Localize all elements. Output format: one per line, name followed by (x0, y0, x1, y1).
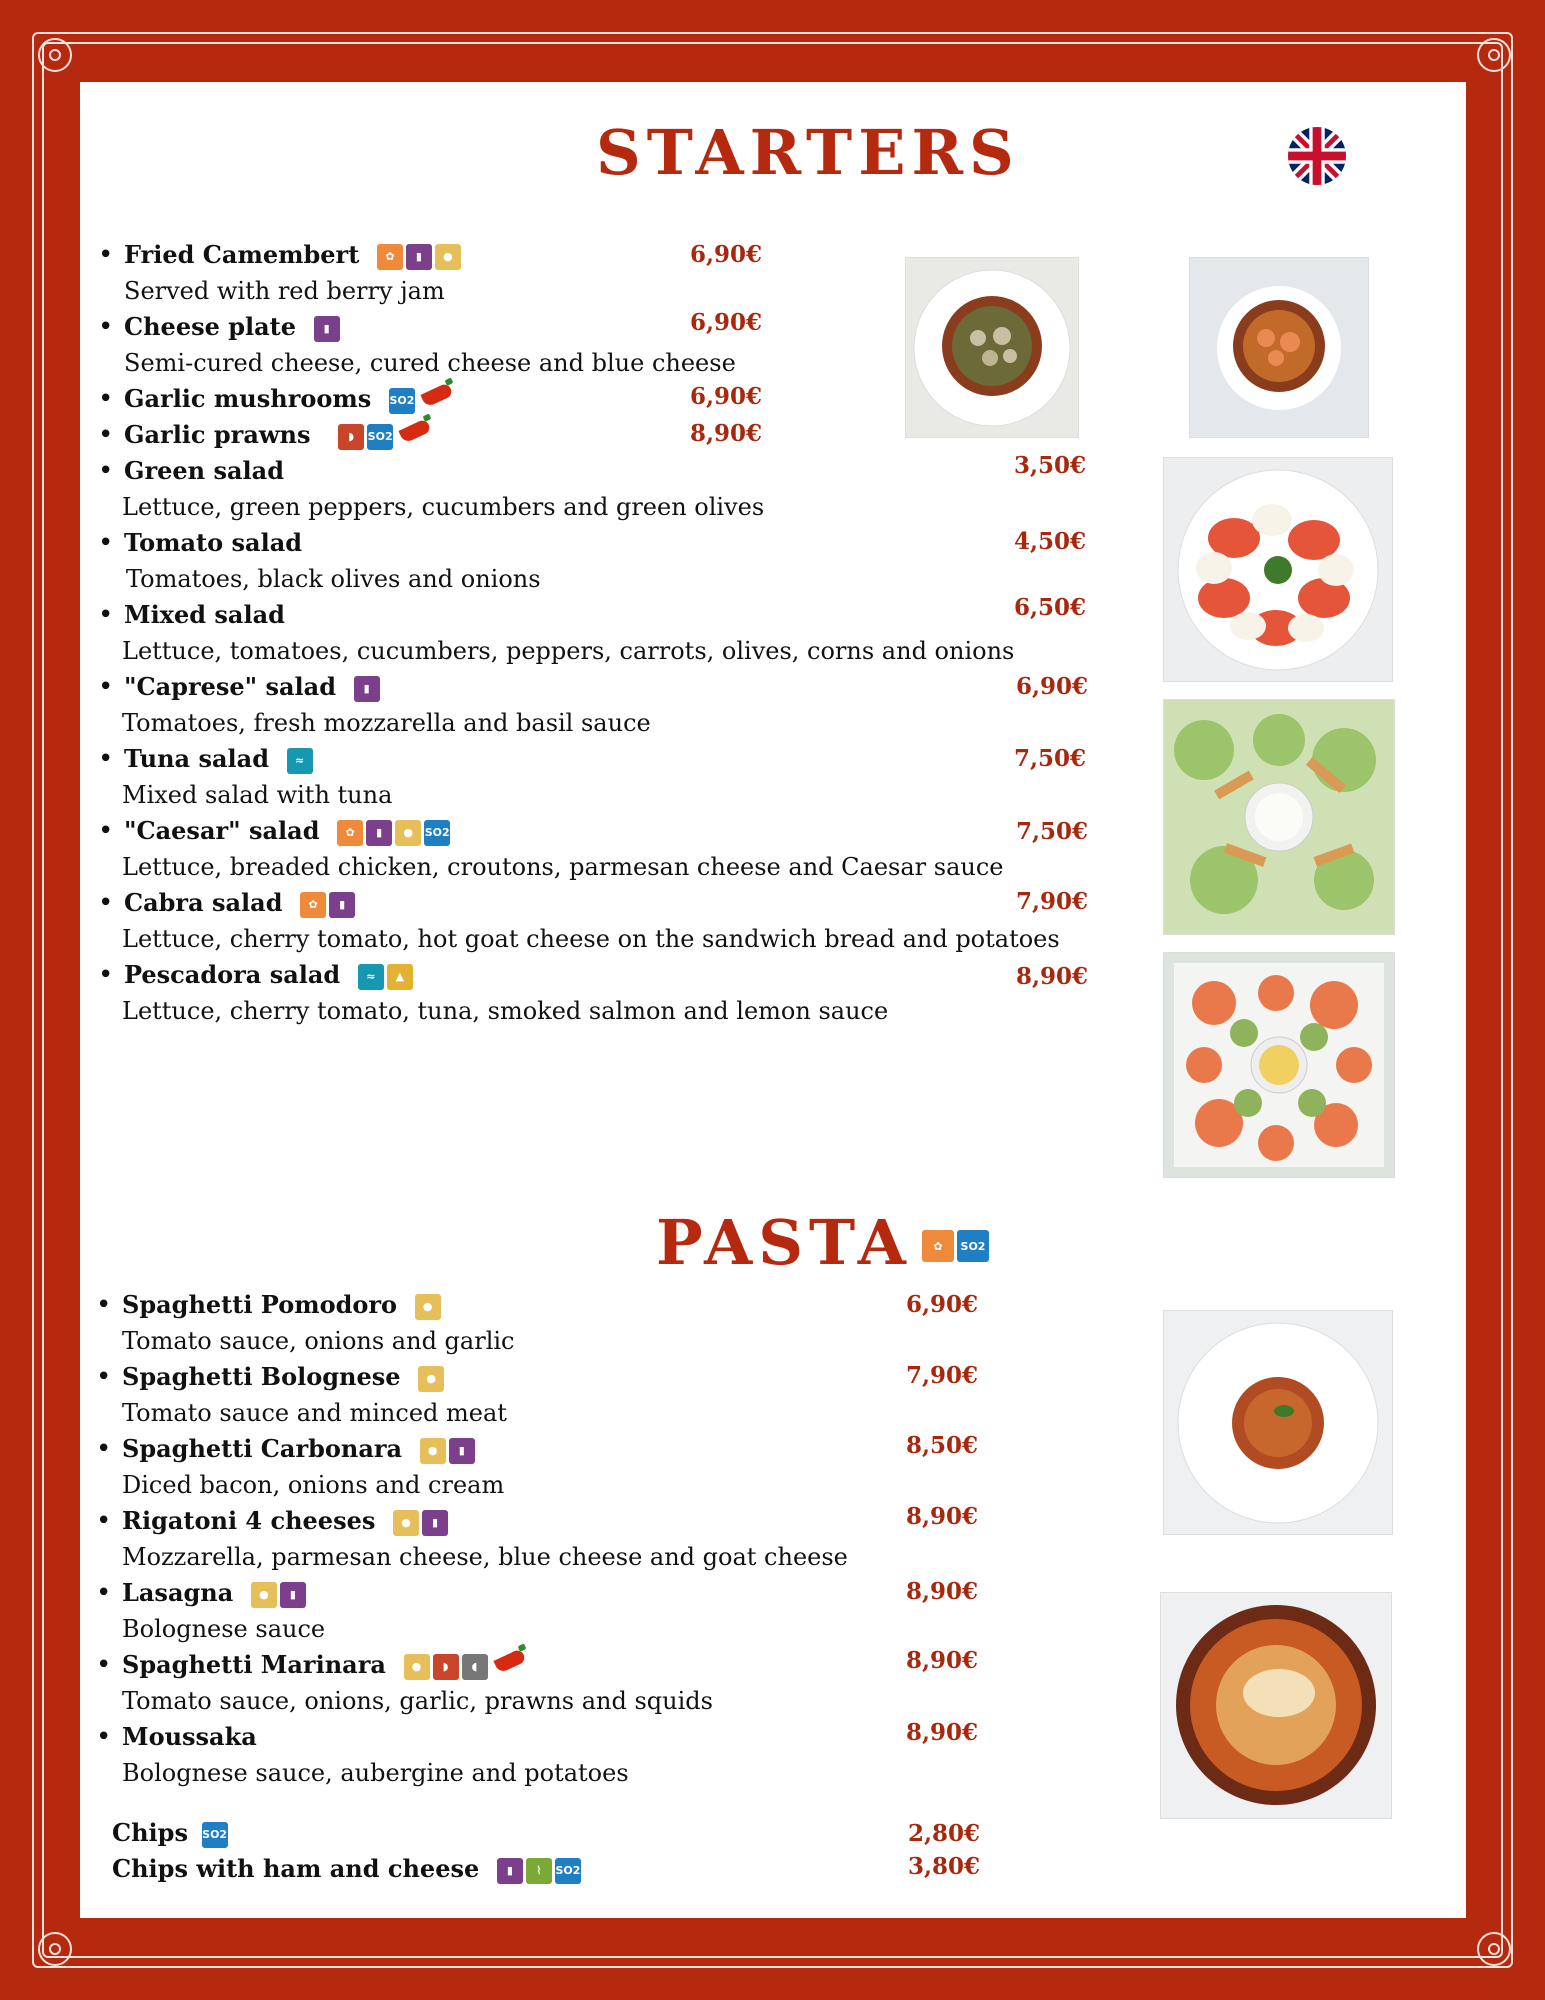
item-name: Green salad (124, 456, 284, 485)
allergen-icons (418, 1366, 444, 1392)
garlic-mushrooms-photo (905, 257, 1079, 438)
chili-spicy-icon (420, 382, 453, 407)
item-price: 7,90€ (1016, 888, 1089, 915)
corner-ornament-icon (38, 1932, 72, 1966)
crustacean-icon: ◗ (338, 424, 364, 450)
starter-mixed-salad (124, 600, 285, 630)
starter-green-salad (124, 456, 284, 486)
pasta-spaghetti-bolognese (122, 1362, 444, 1392)
gluten-icon: ✿ (377, 244, 403, 270)
celery-icon: ⌇ (526, 1858, 552, 1884)
fish-icon: ≈ (358, 964, 384, 990)
item-description: Bolognese sauce (122, 1615, 326, 1643)
gluten-icon: ✿ (337, 820, 363, 846)
lasagna-photo (1160, 1592, 1392, 1819)
allergen-icons (287, 748, 313, 774)
item-description: Lettuce, cherry tomato, hot goat cheese on the sandwich bread and potatoes (122, 925, 1060, 953)
item-name: "Caprese" salad (124, 672, 337, 701)
allergen-icons (389, 388, 452, 414)
allergen-icons (337, 820, 450, 846)
item-price: 8,50€ (906, 1432, 979, 1459)
item-name: Tomato salad (124, 528, 303, 557)
dairy-icon: ▮ (314, 316, 340, 342)
item-name: "Caesar" salad (124, 816, 320, 845)
pasta-moussaka (122, 1722, 257, 1752)
fish-icon: ≈ (287, 748, 313, 774)
allergen-icons (338, 424, 430, 450)
pasta-spaghetti-carbonara (122, 1434, 475, 1464)
egg-icon: ● (415, 1294, 441, 1320)
item-name: Chips with ham and cheese (112, 1854, 480, 1883)
item-description: Lettuce, cherry tomato, tuna, smoked salmon and lemon sauce (122, 997, 889, 1025)
item-price: 7,50€ (1016, 818, 1089, 845)
item-price: 6,90€ (690, 383, 763, 410)
allergen-icons (497, 1858, 581, 1884)
dairy-icon: ▮ (497, 1858, 523, 1884)
item-name: Spaghetti Pomodoro (122, 1290, 398, 1319)
allergen-icons (404, 1654, 525, 1680)
item-price: 3,50€ (1014, 452, 1087, 479)
egg-icon: ● (393, 1510, 419, 1536)
corner-ornament-icon (1477, 1932, 1511, 1966)
item-name: Garlic prawns (124, 420, 311, 449)
item-name: Chips (112, 1818, 188, 1847)
item-price: 8,90€ (906, 1647, 979, 1674)
starter-cheese-plate (124, 312, 340, 342)
item-price: 6,90€ (690, 309, 763, 336)
starter-tuna-salad (124, 744, 313, 774)
chili-spicy-icon (399, 418, 432, 443)
corner-ornament-icon (38, 38, 72, 72)
starter-caesar-salad (124, 816, 450, 846)
item-name: Lasagna (122, 1578, 234, 1607)
item-price: 3,80€ (908, 1853, 981, 1880)
allergen-icons (300, 892, 355, 918)
allergen-icons (358, 964, 413, 990)
spaghetti-bolognese-photo (1163, 1310, 1393, 1535)
so2-icon: SO2 (367, 424, 393, 450)
mustard-icon: ▲ (387, 964, 413, 990)
item-price: 6,50€ (1014, 594, 1087, 621)
starter-cabra-salad (124, 888, 355, 918)
extra-chips (112, 1818, 228, 1848)
allergen-icons (251, 1582, 306, 1608)
allergen-icons (377, 244, 461, 270)
allergen-icons (420, 1438, 475, 1464)
pasta-spaghetti-marinara (122, 1650, 525, 1680)
pescadora-salad-photo (1163, 952, 1395, 1178)
dairy-icon: ▮ (422, 1510, 448, 1536)
item-name: Pescadora salad (124, 960, 341, 989)
egg-icon: ● (420, 1438, 446, 1464)
item-description: Served with red berry jam (124, 277, 445, 305)
allergen-icons (314, 316, 340, 342)
item-description: Tomatoes, black olives and onions (126, 565, 541, 593)
allergen-icons (415, 1294, 441, 1320)
item-description: Mixed salad with tuna (122, 781, 393, 809)
item-price: 8,90€ (1016, 963, 1089, 990)
item-price: 6,90€ (690, 241, 763, 268)
so2-icon: SO2 (555, 1858, 581, 1884)
mollusc-icon: ◖ (462, 1654, 488, 1680)
starters-title: STARTERS (596, 116, 1020, 189)
uk-flag-icon[interactable] (1288, 127, 1346, 185)
caprese-salad-photo (1163, 457, 1393, 682)
so2-icon: SO2 (957, 1230, 989, 1262)
item-description: Mozzarella, parmesan cheese, blue cheese and goat cheese (122, 1543, 848, 1571)
item-name: Cabra salad (124, 888, 283, 917)
item-price: 6,90€ (1016, 673, 1089, 700)
starter-garlic-mushrooms (124, 384, 452, 414)
allergen-icons (393, 1510, 448, 1536)
dairy-icon: ▮ (449, 1438, 475, 1464)
corner-ornament-icon (1477, 38, 1511, 72)
item-description: Semi-cured cheese, cured cheese and blue cheese (124, 349, 736, 377)
so2-icon: SO2 (389, 388, 415, 414)
item-description: Lettuce, green peppers, cucumbers and green olives (122, 493, 765, 521)
starter-pescadora-salad (124, 960, 413, 990)
starter-caprese-salad (124, 672, 380, 702)
item-name: Tuna salad (124, 744, 269, 773)
item-name: Mixed salad (124, 600, 285, 629)
chili-spicy-icon (493, 1648, 526, 1673)
item-price: 7,90€ (906, 1362, 979, 1389)
egg-icon: ● (435, 244, 461, 270)
item-description: Tomato sauce, onions and garlic (122, 1327, 515, 1355)
egg-icon: ● (404, 1654, 430, 1680)
gluten-icon: ✿ (922, 1230, 954, 1262)
dairy-icon: ▮ (366, 820, 392, 846)
extra-chips-ham-cheese (112, 1854, 581, 1884)
item-description: Tomato sauce and minced meat (122, 1399, 507, 1427)
item-name: Spaghetti Carbonara (122, 1434, 403, 1463)
item-description: Bolognese sauce, aubergine and potatoes (122, 1759, 629, 1787)
pasta-title-allergens (922, 1230, 989, 1262)
dairy-icon: ▮ (329, 892, 355, 918)
pasta-title: PASTA (656, 1206, 912, 1279)
egg-icon: ● (418, 1366, 444, 1392)
dairy-icon: ▮ (406, 244, 432, 270)
pasta-spaghetti-pomodoro (122, 1290, 441, 1320)
item-name: Spaghetti Bolognese (122, 1362, 401, 1391)
item-price: 7,50€ (1014, 745, 1087, 772)
gluten-icon: ✿ (300, 892, 326, 918)
starter-fried-camembert (124, 240, 461, 270)
item-description: Lettuce, tomatoes, cucumbers, peppers, carrots, olives, corns and onions (122, 637, 1015, 665)
item-name: Fried Camembert (124, 240, 360, 269)
item-price: 8,90€ (690, 420, 763, 447)
item-description: Tomatoes, fresh mozzarella and basil sauce (122, 709, 651, 737)
item-description: Tomato sauce, onions, garlic, prawns and squids (122, 1687, 713, 1715)
starter-tomato-salad (124, 528, 302, 558)
item-name: Moussaka (122, 1722, 257, 1751)
pasta-lasagna (122, 1578, 306, 1608)
dairy-icon: ▮ (354, 676, 380, 702)
item-description: Diced bacon, onions and cream (122, 1471, 505, 1499)
so2-icon: SO2 (202, 1822, 228, 1848)
item-name: Rigatoni 4 cheeses (122, 1506, 376, 1535)
item-description: Lettuce, breaded chicken, croutons, parmesan cheese and Caesar sauce (122, 853, 1004, 881)
item-price: 6,90€ (906, 1291, 979, 1318)
item-price: 8,90€ (906, 1578, 979, 1605)
dairy-icon: ▮ (280, 1582, 306, 1608)
item-price: 2,80€ (908, 1820, 981, 1847)
allergen-icons (354, 676, 380, 702)
item-price: 8,90€ (906, 1503, 979, 1530)
pasta-rigatoni-4-cheeses (122, 1506, 448, 1536)
item-name: Spaghetti Marinara (122, 1650, 386, 1679)
item-name: Cheese plate (124, 312, 297, 341)
crustacean-icon: ◗ (433, 1654, 459, 1680)
item-name: Garlic mushrooms (124, 384, 372, 413)
item-price: 4,50€ (1014, 528, 1087, 555)
garlic-prawns-photo (1189, 257, 1369, 438)
caesar-salad-photo (1163, 699, 1395, 935)
item-price: 8,90€ (906, 1719, 979, 1746)
so2-icon: SO2 (424, 820, 450, 846)
egg-icon: ● (395, 820, 421, 846)
allergen-icons (202, 1822, 228, 1848)
egg-icon: ● (251, 1582, 277, 1608)
starter-garlic-prawns (124, 420, 430, 450)
